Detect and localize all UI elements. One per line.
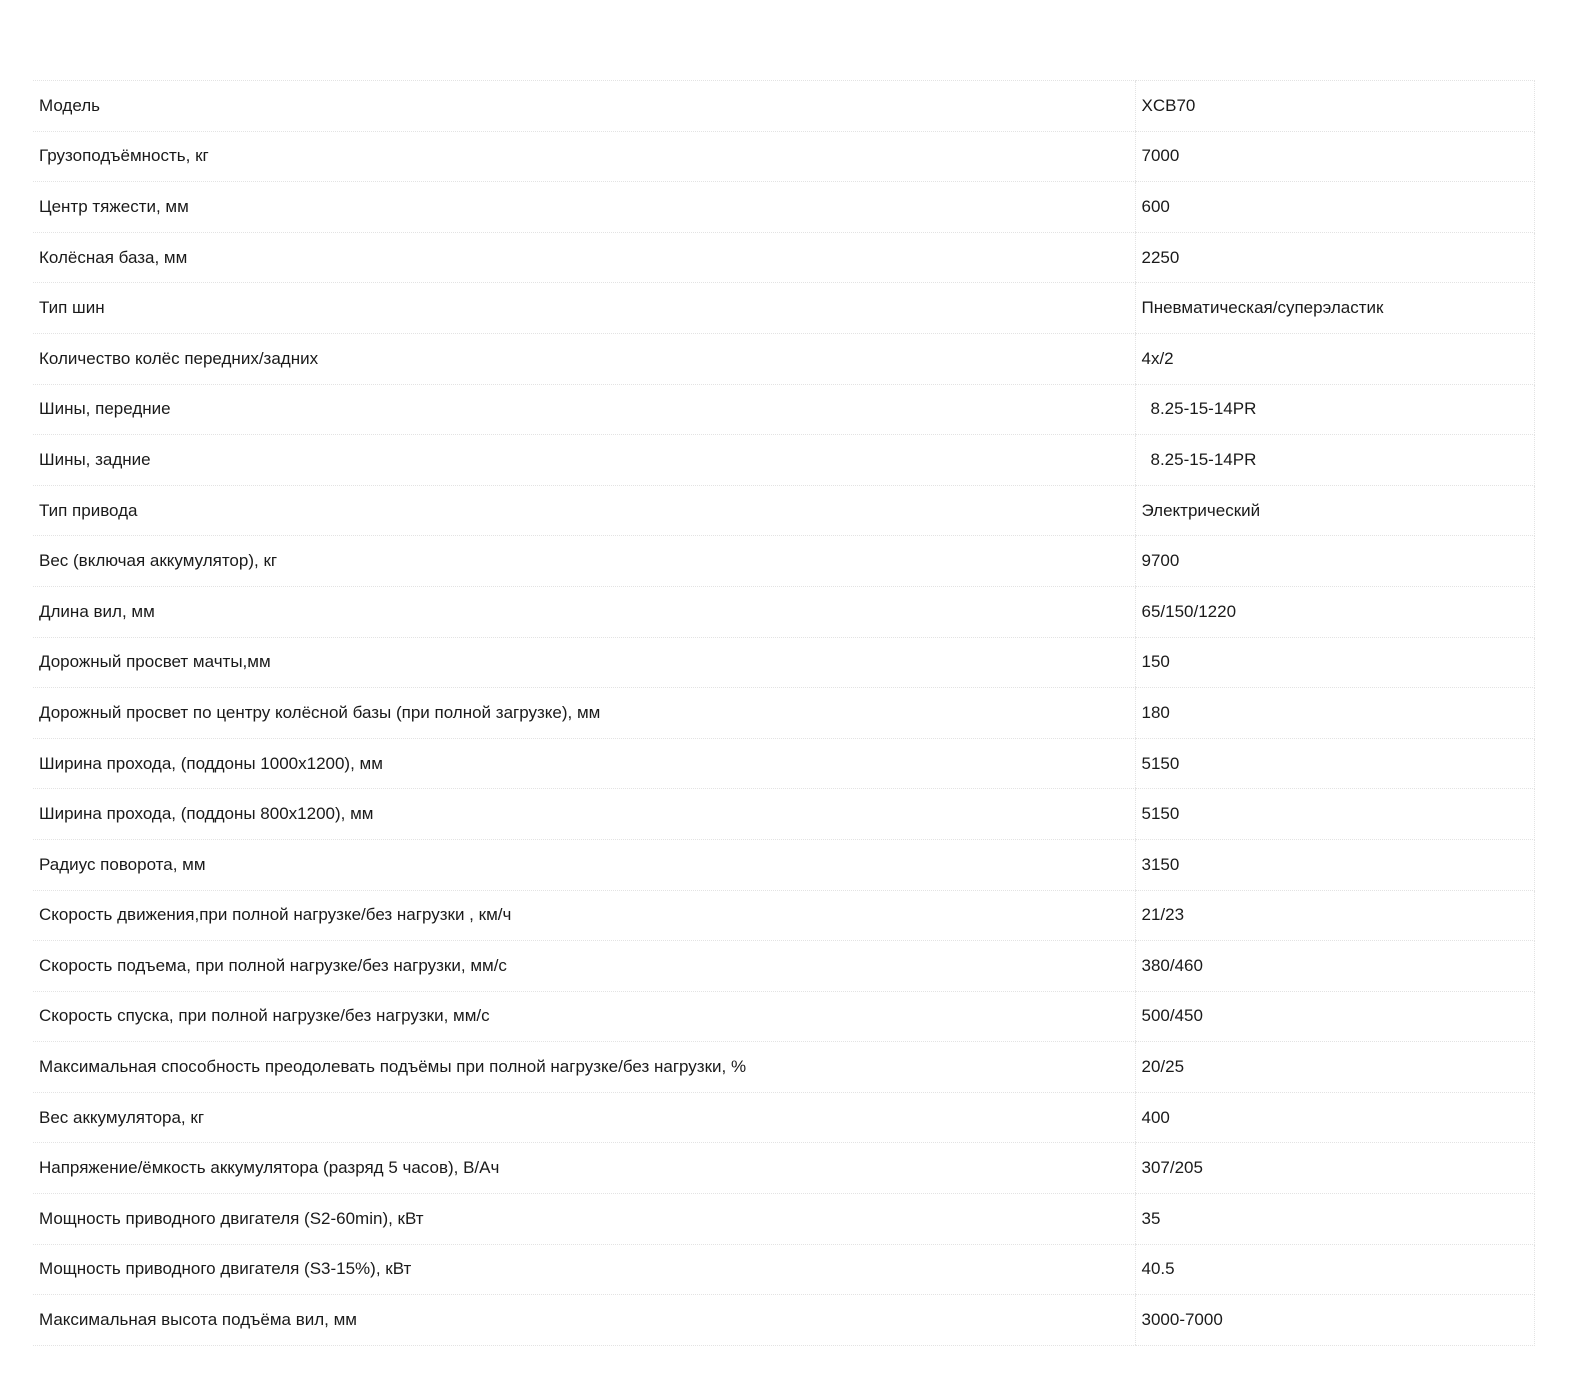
table-row	[33, 941, 1534, 992]
table-row	[33, 789, 1534, 840]
table-row	[33, 1042, 1534, 1093]
spec-name: Шины, передние	[33, 384, 1135, 435]
spec-value: 2250	[1135, 232, 1534, 283]
spec-value: 8.25-15-14PR	[1135, 384, 1534, 435]
spec-name: Ширина прохода, (поддоны 800x1200), мм	[33, 789, 1135, 840]
spec-value: 9700	[1135, 536, 1534, 587]
table-row	[33, 1244, 1534, 1295]
table-row	[33, 232, 1534, 283]
spec-value: 65/150/1220	[1135, 586, 1534, 637]
table-row	[33, 333, 1534, 384]
spec-name: Мощность приводного двигателя (S2-60min), кВт	[33, 1194, 1135, 1245]
spec-value: 150	[1135, 637, 1534, 688]
spec-name: Тип привода	[33, 485, 1135, 536]
spec-name: Максимальная способность преодолевать подъёмы при полной нагрузке/без нагрузки, %	[33, 1042, 1135, 1093]
spec-name: Мощность приводного двигателя (S3-15%), кВт	[33, 1244, 1135, 1295]
spec-name: Дорожный просвет по центру колёсной базы (при полной загрузке), мм	[33, 688, 1135, 739]
spec-value: 600	[1135, 182, 1534, 233]
spec-value: 3000-7000	[1135, 1295, 1534, 1346]
table-row	[33, 435, 1534, 486]
table-row	[33, 890, 1534, 941]
table-row	[33, 485, 1534, 536]
spec-table-body	[33, 81, 1534, 1346]
table-row	[33, 283, 1534, 334]
spec-name: Модель	[33, 81, 1135, 132]
spec-name: Длина вил, мм	[33, 586, 1135, 637]
table-row	[33, 131, 1534, 182]
spec-name: Скорость подъема, при полной нагрузке/без нагрузки, мм/с	[33, 941, 1135, 992]
spec-name: Скорость движения,при полной нагрузке/без нагрузки , км/ч	[33, 890, 1135, 941]
table-row	[33, 1295, 1534, 1346]
spec-value: 500/450	[1135, 991, 1534, 1042]
spec-value: Пневматическая/суперэластик	[1135, 283, 1534, 334]
table-row	[33, 1092, 1534, 1143]
spec-name: Тип шин	[33, 283, 1135, 334]
table-row	[33, 81, 1534, 132]
table-row	[33, 991, 1534, 1042]
spec-value: 5150	[1135, 789, 1534, 840]
spec-value: 4x/2	[1135, 333, 1534, 384]
table-row	[33, 384, 1534, 435]
table-row	[33, 586, 1534, 637]
table-row	[33, 688, 1534, 739]
table-row	[33, 1143, 1534, 1194]
spec-value: 40.5	[1135, 1244, 1534, 1295]
spec-value: 21/23	[1135, 890, 1534, 941]
spec-value: 35	[1135, 1194, 1534, 1245]
spec-name: Вес аккумулятора, кг	[33, 1092, 1135, 1143]
spec-table-container	[33, 80, 1534, 1346]
spec-value: 7000	[1135, 131, 1534, 182]
spec-value: 180	[1135, 688, 1534, 739]
spec-name: Напряжение/ёмкость аккумулятора (разряд 5 часов), В/Ач	[33, 1143, 1135, 1194]
spec-name: Грузоподъёмность, кг	[33, 131, 1135, 182]
spec-name: Шины, задние	[33, 435, 1135, 486]
spec-name: Радиус поворота, мм	[33, 839, 1135, 890]
spec-value: 380/460	[1135, 941, 1534, 992]
spec-name: Ширина прохода, (поддоны 1000x1200), мм	[33, 738, 1135, 789]
spec-value: 5150	[1135, 738, 1534, 789]
spec-table	[33, 80, 1535, 1346]
spec-value: 3150	[1135, 839, 1534, 890]
spec-value: 8.25-15-14PR	[1135, 435, 1534, 486]
table-row	[33, 536, 1534, 587]
spec-name: Вес (включая аккумулятор), кг	[33, 536, 1135, 587]
spec-value: Электрический	[1135, 485, 1534, 536]
spec-value: 20/25	[1135, 1042, 1534, 1093]
table-row	[33, 1194, 1534, 1245]
table-row	[33, 839, 1534, 890]
spec-name: Дорожный просвет мачты,мм	[33, 637, 1135, 688]
spec-name: Центр тяжести, мм	[33, 182, 1135, 233]
spec-name: Количество колёс передних/задних	[33, 333, 1135, 384]
table-row	[33, 637, 1534, 688]
table-row	[33, 738, 1534, 789]
spec-value: 400	[1135, 1092, 1534, 1143]
spec-name: Максимальная высота подъёма вил, мм	[33, 1295, 1135, 1346]
spec-value: XCB70	[1135, 81, 1534, 132]
spec-name: Колёсная база, мм	[33, 232, 1135, 283]
spec-name: Скорость спуска, при полной нагрузке/без нагрузки, мм/с	[33, 991, 1135, 1042]
spec-value: 307/205	[1135, 1143, 1534, 1194]
table-row	[33, 182, 1534, 233]
